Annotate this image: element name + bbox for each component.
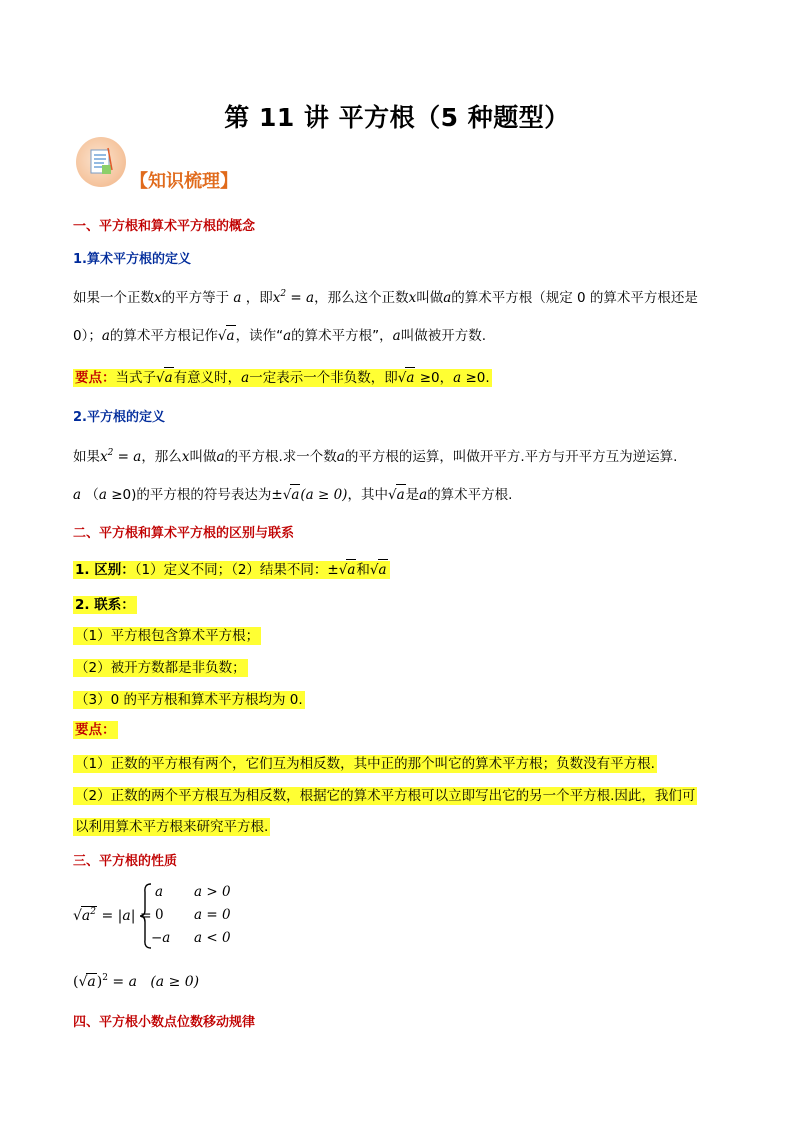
subheading-square-root-def: 2.平方根的定义: [73, 410, 165, 425]
case-cond-1: a > 0: [194, 884, 231, 900]
key-item-2-line2: 以利用算术平方根来研究平方根.: [75, 819, 269, 835]
case-cond-2: a = 0: [194, 907, 231, 923]
key-item-2-line1: （2）正数的两个平方根互为相反数，根据它的算术平方根可以立即写出它的另一个平方根.因此，我们可: [75, 788, 696, 804]
section-heading-1: 一、平方根和算术平方根的概念: [73, 219, 256, 234]
section-heading-4: 四、平方根小数点位数移动规律: [73, 1015, 256, 1030]
link-label: 2. 联系：: [75, 597, 135, 613]
link-item-2: （2）被开方数都是非负数；: [75, 660, 246, 676]
difference-line: 1. 区别：（1）定义不同；（2）结果不同：±√a和√a: [73, 559, 390, 580]
knowledge-logo-icon: [76, 137, 126, 187]
subheading-arith-root-def: 1.算术平方根的定义: [73, 252, 191, 267]
key-label-2: 要点：: [75, 722, 116, 738]
link-item-1: （1）平方根包含算术平方根；: [75, 628, 260, 644]
section-heading-3: 三、平方根的性质: [73, 854, 178, 869]
key-item-1: （1）正数的平方根有两个，它们互为相反数，其中正的那个叫它的算术平方根；负数没有平方根.: [75, 756, 655, 772]
section-heading-2: 二、平方根和算术平方根的区别与联系: [73, 526, 295, 541]
paragraph-sqrt-def-line1: 如果$x^2 = a$，那么x叫做a的平方根.求一个数a的平方根的运算，叫做开平方.平方与开平方互为逆运算.: [73, 448, 678, 465]
paragraph-sqrt-def-line2: a （a ≥0)的平方根的符号表达为±√a(a ≥ 0)，其中√a是a的算术平方根.: [73, 484, 512, 505]
link-item-3: （3）0 的平方根和算术平方根均为 0.: [75, 692, 303, 708]
formula-square-of-root: $(√a)^2 = a$ (a ≥ 0): [73, 973, 200, 990]
section-banner: 【知识梳理】: [130, 171, 238, 192]
paragraph-arith-def-line2: 0）；a的算术平方根记作√a，读作“a的算术平方根”，a叫做被开方数.: [73, 325, 486, 346]
page-title: 第 11 讲 平方根（5 种题型）: [224, 103, 570, 132]
case-row-2: 0: [155, 907, 164, 923]
key-point-1: 要点：当式子√a有意义时，a一定表示一个非负数，即√a ≥0，a ≥0.: [73, 367, 492, 388]
paragraph-arith-def-line1: 如果一个正数x的平方等于 a ，即$x^2 = a$，那么这个正数x叫做a的算术平方根（规定 0 的算术平方根还是: [73, 289, 698, 306]
case-row-1: a: [155, 884, 164, 900]
formula-abs-value: $√a^2 = |a|$ =: [73, 907, 152, 924]
case-cond-3: a < 0: [194, 930, 231, 946]
case-row-3: −a: [151, 930, 171, 946]
